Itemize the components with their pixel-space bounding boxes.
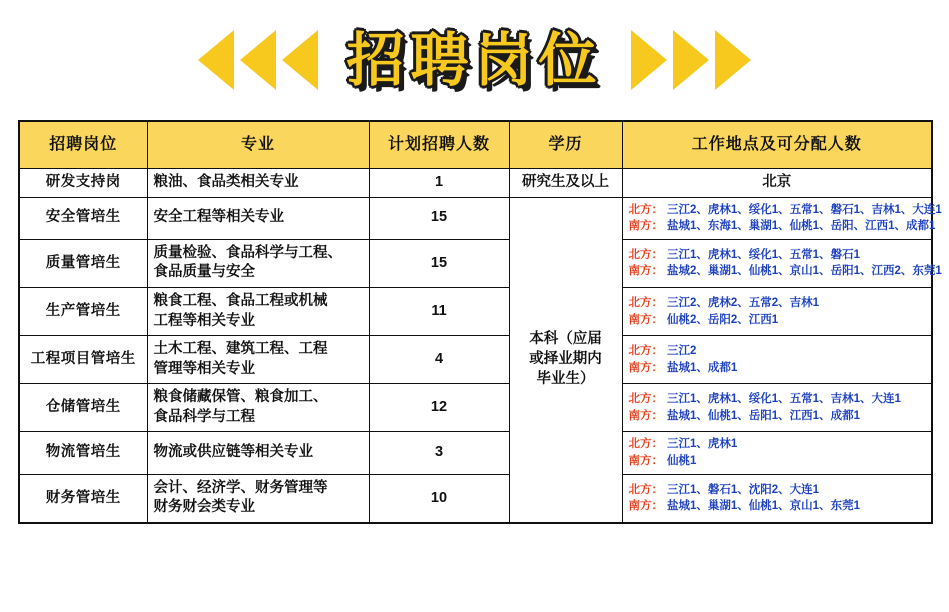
cell-education-merged: 本科（应届 或择业期内 毕业生） <box>509 197 622 523</box>
cell-major: 质量检验、食品科学与工程、 食品质量与安全 <box>147 239 369 287</box>
cell-location <box>622 474 932 523</box>
cell-major: 土木工程、建筑工程、工程 管理等相关专业 <box>147 336 369 384</box>
table-row <box>19 169 932 198</box>
table-row <box>19 336 932 384</box>
triangle-left-icon <box>240 30 276 90</box>
region-tag: 南方： <box>628 265 663 278</box>
cell-location <box>622 288 932 336</box>
cell-major: 粮食储藏保管、粮食加工、 食品科学与工程 <box>147 384 369 432</box>
cell-count: 4 <box>369 336 509 384</box>
location-line <box>629 247 926 264</box>
region-cities: 三江1、虎林1、绥化1、五常1、吉林1、大连1 <box>667 393 901 406</box>
cell-count: 10 <box>369 474 509 523</box>
cell-count: 11 <box>369 288 509 336</box>
cell-count: 15 <box>369 239 509 287</box>
cell-location <box>622 336 932 384</box>
region-tag: 北方： <box>628 296 663 309</box>
region-tag: 南方： <box>628 220 663 233</box>
cell-job-title: 生产管培生 <box>19 288 147 336</box>
region-tag: 南方： <box>628 409 663 422</box>
cell-job-title: 安全管培生 <box>19 197 147 239</box>
triangle-left-icon <box>198 30 234 90</box>
cell-job-title: 财务管培生 <box>19 474 147 523</box>
table-row <box>19 288 932 336</box>
region-cities: 三江1、虎林1、绥化1、五常1、磐石1 <box>667 248 860 261</box>
cell-location: 北京 <box>622 169 932 198</box>
poster-header <box>0 0 949 120</box>
region-cities: 盐城1、成都1 <box>667 361 738 374</box>
cell-location <box>622 384 932 432</box>
cell-job-title: 仓储管培生 <box>19 384 147 432</box>
column-header-major: 专业 <box>147 121 369 169</box>
table-row <box>19 474 932 523</box>
region-cities: 盐城1、东海1、巢湖1、仙桃1、岳阳、江西1、成都1 <box>667 220 936 233</box>
column-header-education: 学历 <box>509 121 622 169</box>
cell-major: 安全工程等相关专业 <box>147 197 369 239</box>
cell-job-title: 物流管培生 <box>19 432 147 474</box>
cell-count: 12 <box>369 384 509 432</box>
region-cities: 仙桃2、岳阳2、江西1 <box>667 313 779 326</box>
cell-location <box>622 197 942 239</box>
cell-count: 15 <box>369 197 509 239</box>
triangle-right-icon <box>631 30 667 90</box>
page-title: 招聘岗位 <box>346 26 603 94</box>
location-line <box>629 436 926 453</box>
region-cities: 仙桃1 <box>667 455 697 468</box>
cell-count: 3 <box>369 432 509 474</box>
cell-job-title: 工程项目管培生 <box>19 336 147 384</box>
right-arrow-group <box>631 30 751 90</box>
location-line <box>629 360 926 377</box>
location-line <box>628 263 942 280</box>
location-line <box>629 312 926 329</box>
region-cities: 三江2、虎林2、五常2、吉林1 <box>667 296 820 309</box>
cell-location <box>622 239 942 287</box>
triangle-right-icon <box>715 30 751 90</box>
location-line <box>629 482 926 499</box>
region-tag: 北方： <box>628 438 663 451</box>
cell-count: 1 <box>369 169 509 198</box>
cell-job-title: 研发支持岗 <box>19 169 147 198</box>
region-cities: 三江2 <box>667 345 697 358</box>
cell-major: 粮油、食品类相关专业 <box>147 169 369 198</box>
jobs-table-wrapper <box>18 120 942 524</box>
table-header-row <box>19 121 932 169</box>
location-line <box>629 498 926 515</box>
column-header-count: 计划招聘人数 <box>369 121 509 169</box>
cell-education: 研究生及以上 <box>509 169 622 198</box>
cell-major: 物流或供应链等相关专业 <box>147 432 369 474</box>
table-row <box>19 432 932 474</box>
cell-major: 粮食工程、食品工程或机械 工程等相关专业 <box>147 288 369 336</box>
table-row <box>19 197 932 239</box>
region-tag: 北方： <box>628 393 663 406</box>
jobs-table <box>18 120 942 524</box>
region-tag: 北方： <box>628 483 663 496</box>
region-cities: 盐城1、仙桃1、岳阳1、江西1、成都1 <box>667 409 860 422</box>
cell-job-title: 质量管培生 <box>19 239 147 287</box>
region-tag: 南方： <box>628 313 663 326</box>
cell-location <box>622 432 932 474</box>
region-tag: 南方： <box>628 361 663 374</box>
triangle-left-icon <box>282 30 318 90</box>
region-tag: 南方： <box>628 455 663 468</box>
region-cities: 盐城2、巢湖1、仙桃1、京山1、岳阳1、江西2、东莞1 <box>667 265 942 278</box>
column-header-location: 工作地点及可分配人数 <box>622 121 932 169</box>
left-arrow-group <box>198 30 318 90</box>
region-cities: 三江1、磐石1、沈阳2、大连1 <box>667 483 820 496</box>
triangle-right-icon <box>673 30 709 90</box>
column-header-job: 招聘岗位 <box>19 121 147 169</box>
location-line <box>629 453 926 470</box>
location-line <box>629 391 926 408</box>
region-cities: 盐城1、巢湖1、仙桃1、京山1、东莞1 <box>667 500 860 513</box>
region-cities: 三江2、虎林1、绥化1、五常1、磐石1、吉林1、大连1 <box>667 203 942 216</box>
location-line <box>629 343 926 360</box>
cell-major: 会计、经济学、财务管理等 财务财会类专业 <box>147 474 369 523</box>
region-tag: 南方： <box>628 500 663 513</box>
location-line <box>629 295 926 312</box>
region-tag: 北方： <box>628 345 663 358</box>
location-line <box>628 218 936 235</box>
location-line <box>628 202 942 219</box>
table-row <box>19 239 932 287</box>
region-tag: 北方： <box>628 248 663 261</box>
region-cities: 三江1、虎林1 <box>667 438 738 451</box>
table-row <box>19 384 932 432</box>
region-tag: 北方： <box>628 203 663 216</box>
location-line <box>629 408 926 425</box>
